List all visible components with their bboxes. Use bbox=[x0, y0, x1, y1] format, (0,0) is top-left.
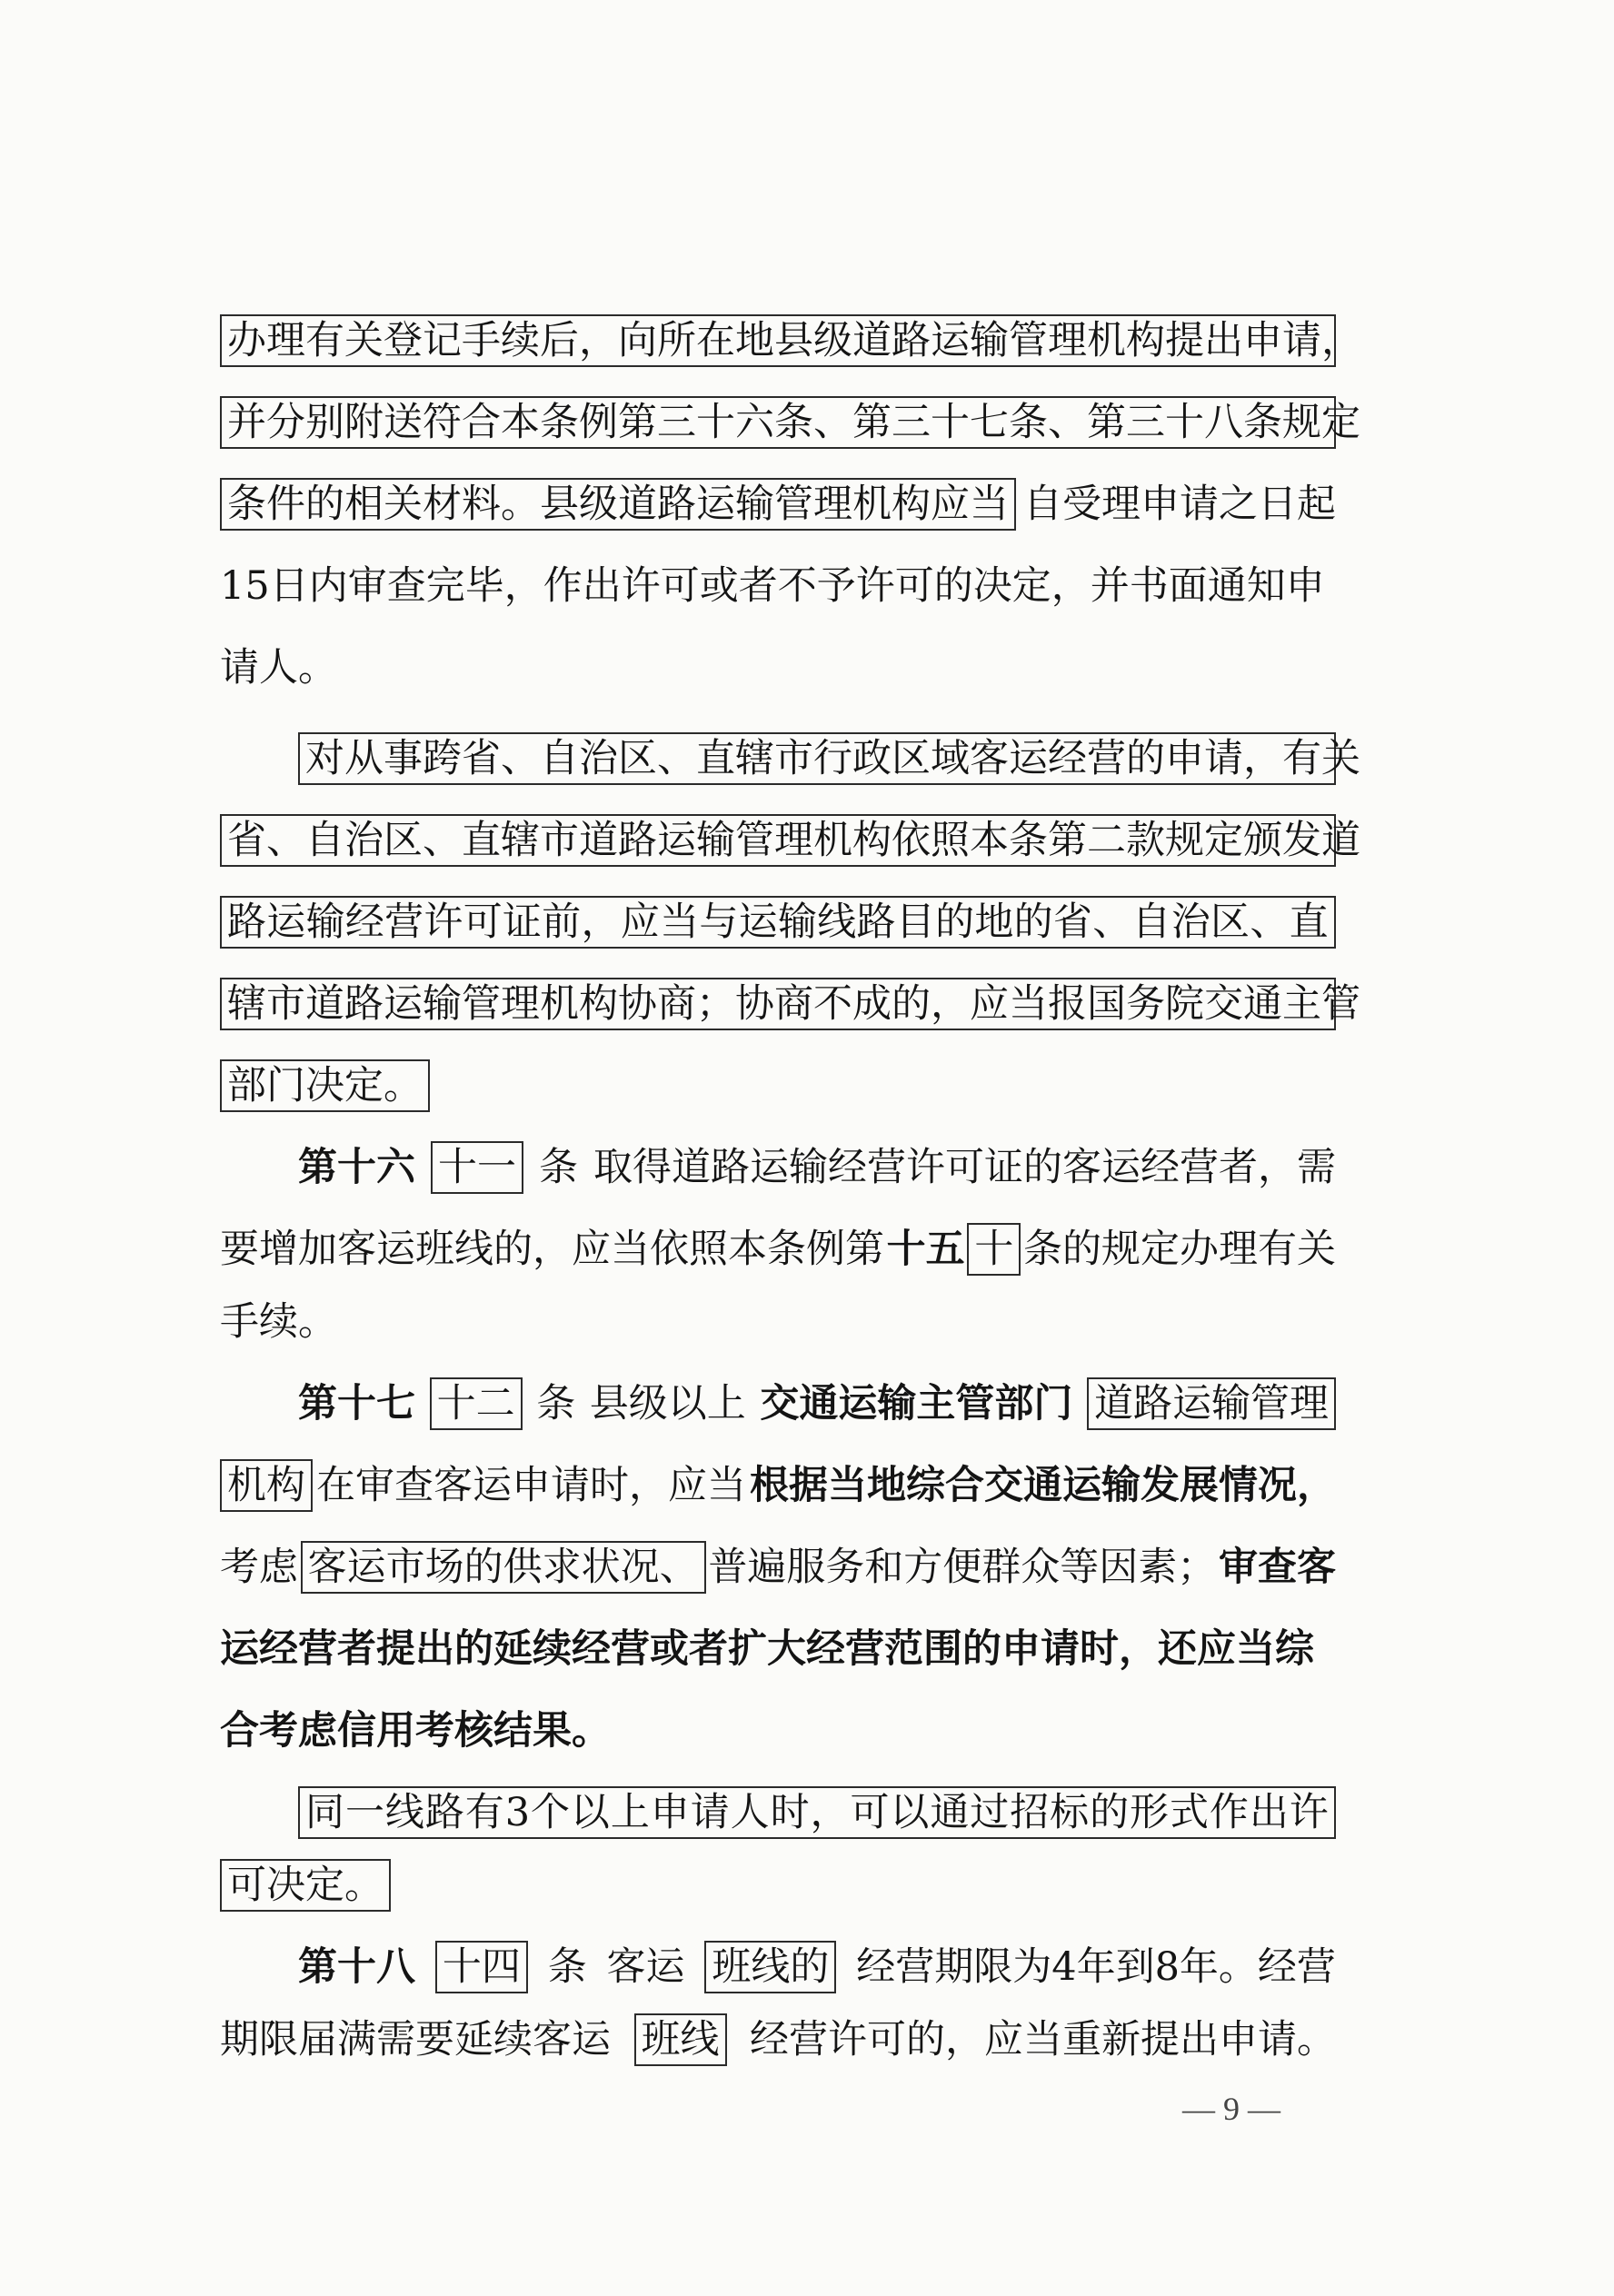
paragraph-text: 请人。 bbox=[220, 645, 337, 691]
glyph: 规 bbox=[1165, 818, 1204, 863]
glyph: 行 bbox=[813, 736, 852, 781]
glyph: 应 bbox=[620, 900, 660, 945]
glyph: 符 bbox=[423, 400, 462, 445]
glyph: 运 bbox=[1009, 736, 1048, 781]
glyph: 直 bbox=[1289, 900, 1329, 945]
glyph: 商 bbox=[774, 981, 813, 1027]
article-number: 第十八 bbox=[298, 1944, 415, 1990]
glyph: 通 bbox=[930, 1790, 970, 1835]
article-17-line-1 bbox=[298, 1374, 1336, 1434]
boxed-text bbox=[298, 732, 1360, 785]
glyph: 道 bbox=[1321, 818, 1360, 863]
text-line bbox=[220, 556, 1336, 616]
article-16-line-2 bbox=[220, 1219, 1336, 1279]
glyph: 报 bbox=[1048, 981, 1087, 1027]
paragraph-text: 县级以上 bbox=[589, 1381, 746, 1426]
glyph: ， bbox=[931, 981, 970, 1027]
deleted-text-box: 班线的 bbox=[704, 1941, 836, 1993]
glyph: 辖 bbox=[227, 981, 266, 1027]
glyph: 分 bbox=[266, 400, 305, 445]
glyph: 规 bbox=[1282, 400, 1321, 445]
glyph: 个 bbox=[530, 1790, 570, 1835]
article-18-line-2 bbox=[220, 2010, 1336, 2070]
glyph: 、 bbox=[1092, 900, 1132, 945]
glyph: ， bbox=[810, 1790, 850, 1835]
glyph: 有 bbox=[305, 318, 344, 363]
boxed-text bbox=[220, 978, 1360, 1030]
paragraph-text: 自受理申请之日起 bbox=[1023, 482, 1336, 527]
glyph: 式 bbox=[1169, 1790, 1209, 1835]
glyph: 市 bbox=[774, 736, 813, 781]
glyph: 过 bbox=[970, 1790, 1010, 1835]
glyph: 一 bbox=[344, 1790, 384, 1835]
glyph: ； bbox=[696, 981, 735, 1027]
inserted-text: 合考虑信用考核结果。 bbox=[220, 1708, 611, 1754]
inserted-text: 根据当地综合交通运输发展情况， bbox=[750, 1463, 1336, 1508]
article-18-line-1 bbox=[298, 1937, 1336, 1997]
glyph: 六 bbox=[735, 400, 774, 445]
glyph: 运 bbox=[657, 818, 696, 863]
glyph: 输 bbox=[305, 900, 345, 945]
glyph: 可 bbox=[463, 900, 503, 945]
glyph: 记 bbox=[423, 318, 462, 363]
deleted-number-box: 十 bbox=[967, 1223, 1021, 1276]
glyph: 、 bbox=[501, 736, 540, 781]
glyph: 时 bbox=[770, 1790, 810, 1835]
glyph: 条 bbox=[1009, 818, 1048, 863]
glyph: 路 bbox=[892, 318, 931, 363]
glyph: 路 bbox=[618, 818, 657, 863]
glyph: 自 bbox=[540, 736, 579, 781]
glyph: 地 bbox=[974, 900, 1014, 945]
glyph: 理 bbox=[266, 318, 305, 363]
glyph: 招 bbox=[1010, 1790, 1050, 1835]
glyph: 向 bbox=[618, 318, 657, 363]
glyph: 事 bbox=[384, 736, 423, 781]
deleted-text-box: 机构 bbox=[220, 1459, 313, 1512]
glyph: 构 bbox=[852, 818, 892, 863]
glyph: 区 bbox=[384, 818, 423, 863]
glyph: 人 bbox=[730, 1790, 770, 1835]
glyph: ， bbox=[581, 900, 621, 945]
glyph: 照 bbox=[931, 818, 970, 863]
glyph: 管 bbox=[1009, 318, 1048, 363]
glyph: 后 bbox=[540, 318, 579, 363]
glyph: 区 bbox=[892, 736, 931, 781]
glyph: 运 bbox=[384, 981, 423, 1027]
inserted-text: 运经营者提出的延续经营或者扩大经营范围的申请时，还应当综 bbox=[220, 1626, 1314, 1672]
glyph: 经 bbox=[344, 900, 384, 945]
article-16-line-1 bbox=[298, 1138, 1336, 1198]
glyph: 构 bbox=[1126, 318, 1165, 363]
paragraph-text: 考虑 bbox=[220, 1545, 298, 1590]
glyph: 县 bbox=[774, 318, 813, 363]
glyph: 申 bbox=[650, 1790, 690, 1835]
glyph: 治 bbox=[1171, 900, 1210, 945]
glyph: 理 bbox=[501, 981, 540, 1027]
glyph: 市 bbox=[266, 981, 305, 1027]
glyph: 本 bbox=[501, 400, 540, 445]
boxed-text bbox=[220, 896, 1336, 949]
glyph: 以 bbox=[890, 1790, 930, 1835]
glyph: 、 bbox=[1250, 900, 1290, 945]
glyph: 条 bbox=[1009, 400, 1048, 445]
glyph: 与 bbox=[699, 900, 739, 945]
boxed-text: 部门决定。 bbox=[220, 1059, 430, 1112]
article-17-para-2-line-2 bbox=[220, 1855, 1336, 1915]
glyph: 条 bbox=[1243, 400, 1282, 445]
boxed-text: 条件的相关材料。县级道路运输管理机构应当 bbox=[220, 478, 1016, 531]
glyph: 别 bbox=[305, 400, 344, 445]
glyph: 营 bbox=[384, 900, 424, 945]
glyph: 款 bbox=[1126, 818, 1165, 863]
glyph: 许 bbox=[423, 900, 463, 945]
glyph: 三 bbox=[1126, 400, 1165, 445]
glyph: 省 bbox=[462, 736, 501, 781]
glyph: 请 bbox=[1204, 736, 1243, 781]
article-17-line-2 bbox=[220, 1456, 1336, 1516]
glyph: 申 bbox=[1165, 736, 1204, 781]
glyph: 线 bbox=[817, 900, 857, 945]
boxed-text bbox=[220, 396, 1360, 449]
glyph: 七 bbox=[970, 400, 1009, 445]
page-number: — 9 — bbox=[1182, 2091, 1280, 2127]
glyph: 手 bbox=[462, 318, 501, 363]
glyph: 十 bbox=[931, 400, 970, 445]
glyph: 十 bbox=[1165, 400, 1204, 445]
glyph: 机 bbox=[813, 818, 852, 863]
glyph: 所 bbox=[657, 318, 696, 363]
glyph: 交 bbox=[1204, 981, 1243, 1027]
glyph: 三 bbox=[657, 400, 696, 445]
glyph: 运 bbox=[931, 318, 970, 363]
glyph: 作 bbox=[1209, 1790, 1249, 1835]
text-line bbox=[220, 393, 1360, 452]
glyph: 第 bbox=[852, 400, 892, 445]
glyph: 提 bbox=[1165, 318, 1204, 363]
glyph: 当 bbox=[660, 900, 700, 945]
glyph: 合 bbox=[462, 400, 501, 445]
glyph: 从 bbox=[344, 736, 384, 781]
glyph: 出 bbox=[1204, 318, 1243, 363]
text-line bbox=[220, 474, 1336, 534]
text-line bbox=[220, 638, 1336, 698]
glyph: 的 bbox=[1013, 900, 1053, 945]
glyph: 、 bbox=[1048, 400, 1087, 445]
glyph: 输 bbox=[423, 981, 462, 1027]
glyph: 输 bbox=[970, 318, 1009, 363]
glyph: 条 bbox=[774, 400, 813, 445]
paragraph-text: 手续。 bbox=[220, 1299, 337, 1345]
paragraph-text: 经营许可的，应当重新提出申请。 bbox=[750, 2017, 1336, 2062]
inserted-text: 交通运输主管部门 bbox=[760, 1381, 1073, 1426]
article-17-line-4 bbox=[220, 1619, 1336, 1679]
glyph: 路 bbox=[856, 900, 896, 945]
deleted-text-box: 道路运输管理 bbox=[1087, 1377, 1336, 1430]
inserted-text: 审查客 bbox=[1218, 1545, 1336, 1590]
paragraph-text: 条的规定办理有关 bbox=[1022, 1227, 1336, 1272]
glyph: 区 bbox=[1210, 900, 1250, 945]
paragraph-text: 经营期限为4年到8年。经营 bbox=[856, 1944, 1336, 1990]
glyph: 第 bbox=[1048, 818, 1087, 863]
glyph: 路 bbox=[227, 900, 266, 945]
glyph: 请 bbox=[1282, 318, 1321, 363]
deleted-text-box: 客运市场的供求状况、 bbox=[301, 1541, 706, 1594]
glyph: 第 bbox=[1087, 400, 1126, 445]
glyph: 省 bbox=[1052, 900, 1092, 945]
glyph: 例 bbox=[579, 400, 618, 445]
glyph: 出 bbox=[1249, 1790, 1289, 1835]
glyph: 当 bbox=[1009, 981, 1048, 1027]
glyph: 通 bbox=[1243, 981, 1282, 1027]
article-17-para-2-line-1 bbox=[298, 1783, 1336, 1843]
glyph: 不 bbox=[813, 981, 852, 1027]
glyph: 营 bbox=[1087, 736, 1126, 781]
glyph: 同 bbox=[305, 1790, 344, 1835]
glyph: 并 bbox=[227, 400, 266, 445]
deleted-number-box: 十一 bbox=[431, 1141, 523, 1194]
glyph: 形 bbox=[1130, 1790, 1170, 1835]
glyph: 对 bbox=[305, 736, 344, 781]
deleted-number-box: 十二 bbox=[430, 1377, 523, 1430]
article-suffix: 条 bbox=[547, 1944, 587, 1990]
glyph: 构 bbox=[579, 981, 618, 1027]
inserted-text: 十五 bbox=[886, 1227, 965, 1272]
glyph: 机 bbox=[1087, 318, 1126, 363]
glyph: 道 bbox=[852, 318, 892, 363]
deleted-number-box: 十四 bbox=[435, 1941, 528, 1993]
glyph: 有 bbox=[464, 1790, 504, 1835]
glyph: 市 bbox=[540, 818, 579, 863]
glyph: 、 bbox=[813, 400, 852, 445]
glyph: 辖 bbox=[735, 736, 774, 781]
article-17-line-5 bbox=[220, 1701, 1336, 1761]
glyph: ， bbox=[1243, 736, 1282, 781]
glyph: 关 bbox=[344, 318, 384, 363]
article-suffix: 条 bbox=[539, 1145, 578, 1190]
glyph: 目 bbox=[895, 900, 935, 945]
glyph: 标 bbox=[1050, 1790, 1090, 1835]
glyph: 依 bbox=[892, 818, 931, 863]
glyph: 送 bbox=[384, 400, 423, 445]
text-line bbox=[298, 729, 1360, 789]
glyph: 申 bbox=[1243, 318, 1282, 363]
glyph: 定 bbox=[1321, 400, 1360, 445]
glyph: 管 bbox=[1321, 981, 1360, 1027]
glyph: 机 bbox=[540, 981, 579, 1027]
glyph: 治 bbox=[344, 818, 384, 863]
glyph: 域 bbox=[931, 736, 970, 781]
text-line bbox=[220, 974, 1360, 1034]
glyph: 八 bbox=[1204, 400, 1243, 445]
glyph: 自 bbox=[1131, 900, 1171, 945]
paragraph-text: 要增加客运班线的，应当依照本条例第 bbox=[220, 1227, 884, 1272]
paragraph-text: 期限届满需要延续客运 bbox=[220, 2017, 611, 2062]
glyph: 应 bbox=[970, 981, 1009, 1027]
glyph: 上 bbox=[610, 1790, 650, 1835]
glyph: 以 bbox=[570, 1790, 610, 1835]
glyph: 直 bbox=[462, 818, 501, 863]
paragraph-text: 取得道路运输经营许可证的客运经营者，需 bbox=[593, 1145, 1336, 1190]
glyph: 道 bbox=[305, 981, 344, 1027]
glyph: 本 bbox=[970, 818, 1009, 863]
text-line bbox=[220, 810, 1360, 870]
glyph: 二 bbox=[1087, 818, 1126, 863]
glyph: 证 bbox=[502, 900, 542, 945]
deleted-text-box bbox=[298, 1786, 1336, 1839]
glyph: 办 bbox=[227, 318, 266, 363]
glyph: 省 bbox=[227, 818, 266, 863]
glyph: 的 bbox=[892, 981, 931, 1027]
boxed-text bbox=[220, 814, 1360, 867]
glyph: 自 bbox=[305, 818, 344, 863]
glyph: 治 bbox=[579, 736, 618, 781]
paragraph-text: 客运 bbox=[606, 1944, 685, 1990]
glyph: 经 bbox=[1048, 736, 1087, 781]
article-17-line-3 bbox=[220, 1537, 1336, 1597]
glyph: 管 bbox=[735, 818, 774, 863]
glyph: 许 bbox=[1289, 1790, 1329, 1835]
glyph: 客 bbox=[970, 736, 1009, 781]
glyph: 区 bbox=[618, 736, 657, 781]
glyph: 地 bbox=[735, 318, 774, 363]
text-line bbox=[220, 311, 1360, 371]
deleted-text-box: 班线 bbox=[634, 2013, 727, 2066]
paragraph-text: 在审查客运申请时，应当 bbox=[316, 1463, 746, 1508]
glyph: 运 bbox=[266, 900, 306, 945]
glyph: 辖 bbox=[501, 818, 540, 863]
glyph: 条 bbox=[540, 400, 579, 445]
glyph: 协 bbox=[735, 981, 774, 1027]
glyph: 3 bbox=[504, 1790, 531, 1835]
glyph: 务 bbox=[1126, 981, 1165, 1027]
glyph: 关 bbox=[1321, 736, 1360, 781]
paragraph-text: 15日内审查完毕，作出许可或者不予许可的决定，并书面通知申 bbox=[220, 563, 1325, 609]
glyph: 的 bbox=[1126, 736, 1165, 781]
glyph: 理 bbox=[774, 818, 813, 863]
text-line bbox=[220, 892, 1336, 952]
glyph: 输 bbox=[777, 900, 817, 945]
boxed-text bbox=[220, 314, 1360, 367]
glyph: 附 bbox=[344, 400, 384, 445]
glyph: 、 bbox=[423, 818, 462, 863]
glyph: 路 bbox=[344, 981, 384, 1027]
glyph: 院 bbox=[1165, 981, 1204, 1027]
glyph: 直 bbox=[696, 736, 735, 781]
glyph: 有 bbox=[1282, 736, 1321, 781]
glyph: 定 bbox=[1204, 818, 1243, 863]
glyph: 协 bbox=[618, 981, 657, 1027]
glyph: 理 bbox=[1048, 318, 1087, 363]
article-suffix: 条 bbox=[536, 1381, 576, 1426]
paragraph-text: 普遍服务和方便群众等因素； bbox=[708, 1545, 1217, 1590]
glyph: ， bbox=[579, 318, 618, 363]
glyph: 管 bbox=[462, 981, 501, 1027]
text-line bbox=[220, 1056, 1336, 1116]
glyph: 请 bbox=[690, 1790, 730, 1835]
glyph: 续 bbox=[501, 318, 540, 363]
glyph: 、 bbox=[657, 736, 696, 781]
glyph: 十 bbox=[696, 400, 735, 445]
deleted-text-box: 可决定。 bbox=[220, 1859, 391, 1912]
article-16-line-3 bbox=[220, 1292, 1336, 1352]
glyph: 颁 bbox=[1243, 818, 1282, 863]
glyph: 的 bbox=[935, 900, 975, 945]
glyph: 路 bbox=[424, 1790, 464, 1835]
glyph: 可 bbox=[850, 1790, 890, 1835]
glyph: 国 bbox=[1087, 981, 1126, 1027]
glyph: 三 bbox=[892, 400, 931, 445]
glyph: 的 bbox=[1090, 1790, 1130, 1835]
article-number: 第十七 bbox=[298, 1381, 415, 1426]
article-number: 第十六 bbox=[298, 1145, 415, 1190]
glyph: 运 bbox=[738, 900, 778, 945]
glyph: 线 bbox=[384, 1790, 424, 1835]
glyph: 政 bbox=[852, 736, 892, 781]
glyph: 、 bbox=[266, 818, 305, 863]
glyph: 前 bbox=[542, 900, 582, 945]
glyph: 商 bbox=[657, 981, 696, 1027]
glyph: 登 bbox=[384, 318, 423, 363]
glyph: 在 bbox=[696, 318, 735, 363]
glyph: 发 bbox=[1282, 818, 1321, 863]
glyph: 跨 bbox=[423, 736, 462, 781]
glyph: 输 bbox=[696, 818, 735, 863]
glyph: ， bbox=[1321, 318, 1360, 363]
glyph: 主 bbox=[1282, 981, 1321, 1027]
glyph: 级 bbox=[813, 318, 852, 363]
glyph: 道 bbox=[579, 818, 618, 863]
glyph: 第 bbox=[618, 400, 657, 445]
glyph: 成 bbox=[852, 981, 892, 1027]
